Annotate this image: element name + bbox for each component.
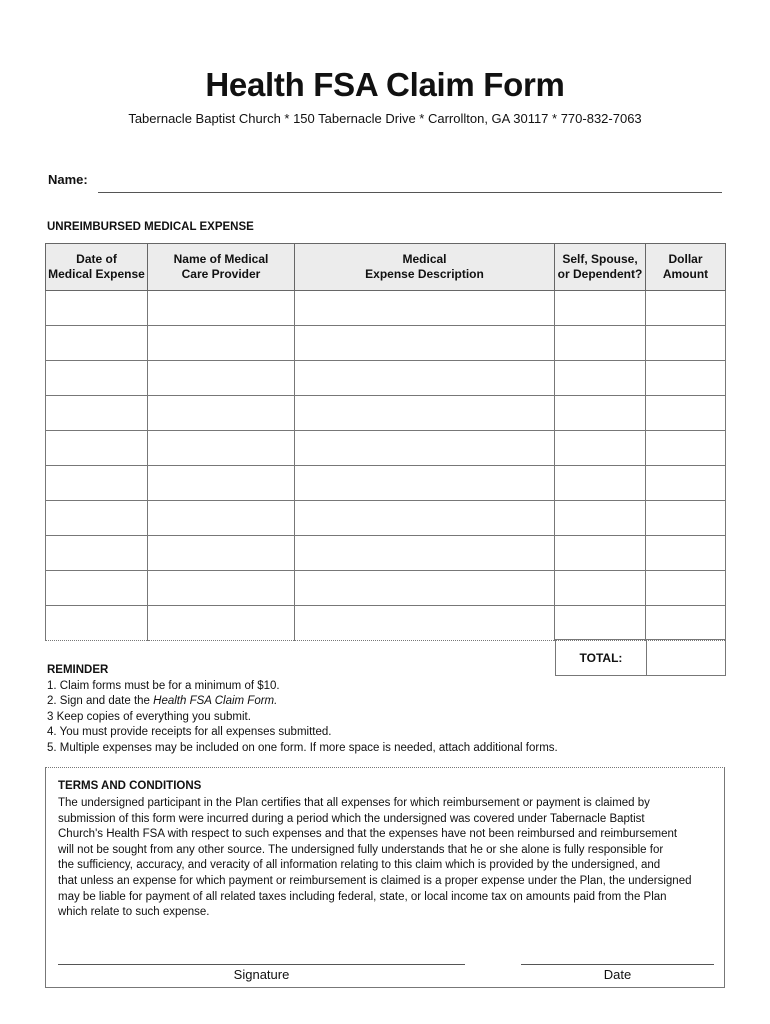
expense-table <box>45 243 726 641</box>
description-cell[interactable] <box>295 396 555 431</box>
description-cell[interactable] <box>295 466 555 501</box>
expense-row <box>46 431 726 466</box>
amount-cell[interactable] <box>646 606 726 641</box>
expense-row <box>46 361 726 396</box>
relationship-cell[interactable] <box>555 536 646 571</box>
amount-cell[interactable] <box>646 536 726 571</box>
provider-cell[interactable] <box>148 431 295 466</box>
date-label: Date <box>603 967 632 982</box>
relationship-cell[interactable] <box>555 396 646 431</box>
terms-line: which relate to such expense. <box>58 906 210 919</box>
date-cell[interactable] <box>46 396 148 431</box>
expense-row <box>46 291 726 326</box>
description-cell[interactable] <box>295 536 555 571</box>
date-cell[interactable] <box>46 431 148 466</box>
name-input-line[interactable] <box>98 192 722 193</box>
expense-row <box>46 396 726 431</box>
provider-cell[interactable] <box>148 326 295 361</box>
terms-line: The undersigned participant in the Plan certifies that all expenses for which reimbursement or payment is claimed by <box>58 797 650 809</box>
expense-row <box>46 571 726 606</box>
reminder-section <box>47 663 558 757</box>
signature-label: Signature <box>233 967 290 982</box>
date-cell[interactable] <box>46 606 148 641</box>
reminder-item: 1. Claim forms must be for a minimum of $10. <box>47 679 280 692</box>
amount-cell[interactable] <box>646 466 726 501</box>
provider-cell[interactable] <box>148 606 295 641</box>
column-header-amount: Dollar Amount <box>646 244 726 291</box>
relationship-cell[interactable] <box>555 326 646 361</box>
provider-cell[interactable] <box>148 396 295 431</box>
provider-cell[interactable] <box>148 361 295 396</box>
date-cell[interactable] <box>46 291 148 326</box>
description-cell[interactable] <box>295 431 555 466</box>
relationship-cell[interactable] <box>555 606 646 641</box>
amount-cell[interactable] <box>646 396 726 431</box>
relationship-cell[interactable] <box>555 571 646 606</box>
description-cell[interactable] <box>295 291 555 326</box>
expense-row <box>46 326 726 361</box>
reminder-item: 5. Multiple expenses may be included on one form. If more space is needed, attach additional forms. <box>47 741 558 754</box>
terms-box <box>45 767 725 988</box>
total-label: TOTAL: <box>556 640 647 675</box>
reminder-item: 2. Sign and date the Health FSA Claim Form. <box>47 695 278 708</box>
terms-line: submission of this form were incurred during a period which the undersigned was covered under Tabernacle Baptist <box>58 812 645 825</box>
reminder-item: 4. You must provide receipts for all expenses submitted. <box>47 726 332 739</box>
column-header-relationship: Self, Spouse, or Dependent? <box>555 244 646 291</box>
expense-row <box>46 466 726 501</box>
relationship-cell[interactable] <box>555 501 646 536</box>
expense-table-header <box>46 244 726 291</box>
column-header-provider: Name of Medical Care Provider <box>148 244 295 291</box>
terms-text <box>58 796 713 921</box>
reminder-title: REMINDER <box>47 664 109 676</box>
column-header-description: Medical Expense Description <box>295 244 555 291</box>
expense-row <box>46 536 726 571</box>
provider-cell[interactable] <box>148 501 295 536</box>
terms-line: may be liable for payment of all related taxes including federal, state, or local income tax on amounts paid from the Plan <box>58 890 667 903</box>
description-cell[interactable] <box>295 606 555 641</box>
expense-row <box>46 501 726 536</box>
provider-cell[interactable] <box>148 291 295 326</box>
relationship-cell[interactable] <box>555 431 646 466</box>
name-label: Name: <box>48 172 88 187</box>
date-cell[interactable] <box>46 326 148 361</box>
description-cell[interactable] <box>295 326 555 361</box>
amount-cell[interactable] <box>646 326 726 361</box>
terms-line: will not be sought from any other source. The undersigned fully understands that he or she alone is fully responsible for <box>58 843 664 856</box>
signature-line[interactable] <box>58 964 465 965</box>
relationship-cell[interactable] <box>555 291 646 326</box>
expense-section-title: UNREIMBURSED MEDICAL EXPENSE <box>47 221 254 233</box>
organization-address: Tabernacle Baptist Church * 150 Tabernacle Drive * Carrollton, GA 30117 * 770-832-7063 <box>128 111 642 126</box>
amount-cell[interactable] <box>646 431 726 466</box>
amount-cell[interactable] <box>646 571 726 606</box>
relationship-cell[interactable] <box>555 361 646 396</box>
form-title: Health FSA Claim Form <box>205 66 565 103</box>
terms-title: TERMS AND CONDITIONS <box>58 780 202 792</box>
reminder-item: 3 Keep copies of everything you submit. <box>47 710 251 723</box>
terms-line: the sufficiency, accuracy, and veracity of all information relating to this claim which is provided by the undersigned, and <box>58 859 661 872</box>
date-cell[interactable] <box>46 466 148 501</box>
provider-cell[interactable] <box>148 571 295 606</box>
terms-line: that unless an expense for which payment or reimbursement is claimed is a proper expense under the Plan, the undersigned <box>58 874 692 887</box>
description-cell[interactable] <box>295 501 555 536</box>
total-amount-field[interactable] <box>647 640 725 675</box>
description-cell[interactable] <box>295 361 555 396</box>
date-cell[interactable] <box>46 501 148 536</box>
expense-row <box>46 606 726 641</box>
amount-cell[interactable] <box>646 501 726 536</box>
provider-cell[interactable] <box>148 466 295 501</box>
date-line[interactable] <box>521 964 714 965</box>
amount-cell[interactable] <box>646 361 726 396</box>
date-cell[interactable] <box>46 536 148 571</box>
date-cell[interactable] <box>46 361 148 396</box>
date-cell[interactable] <box>46 571 148 606</box>
column-header-date: Date of Medical Expense <box>46 244 148 291</box>
relationship-cell[interactable] <box>555 466 646 501</box>
total-box <box>555 639 726 676</box>
amount-cell[interactable] <box>646 291 726 326</box>
terms-line: Church's Health FSA with respect to such expenses and that the expenses have not been reimbursed and reimbursement <box>58 828 678 841</box>
provider-cell[interactable] <box>148 536 295 571</box>
description-cell[interactable] <box>295 571 555 606</box>
